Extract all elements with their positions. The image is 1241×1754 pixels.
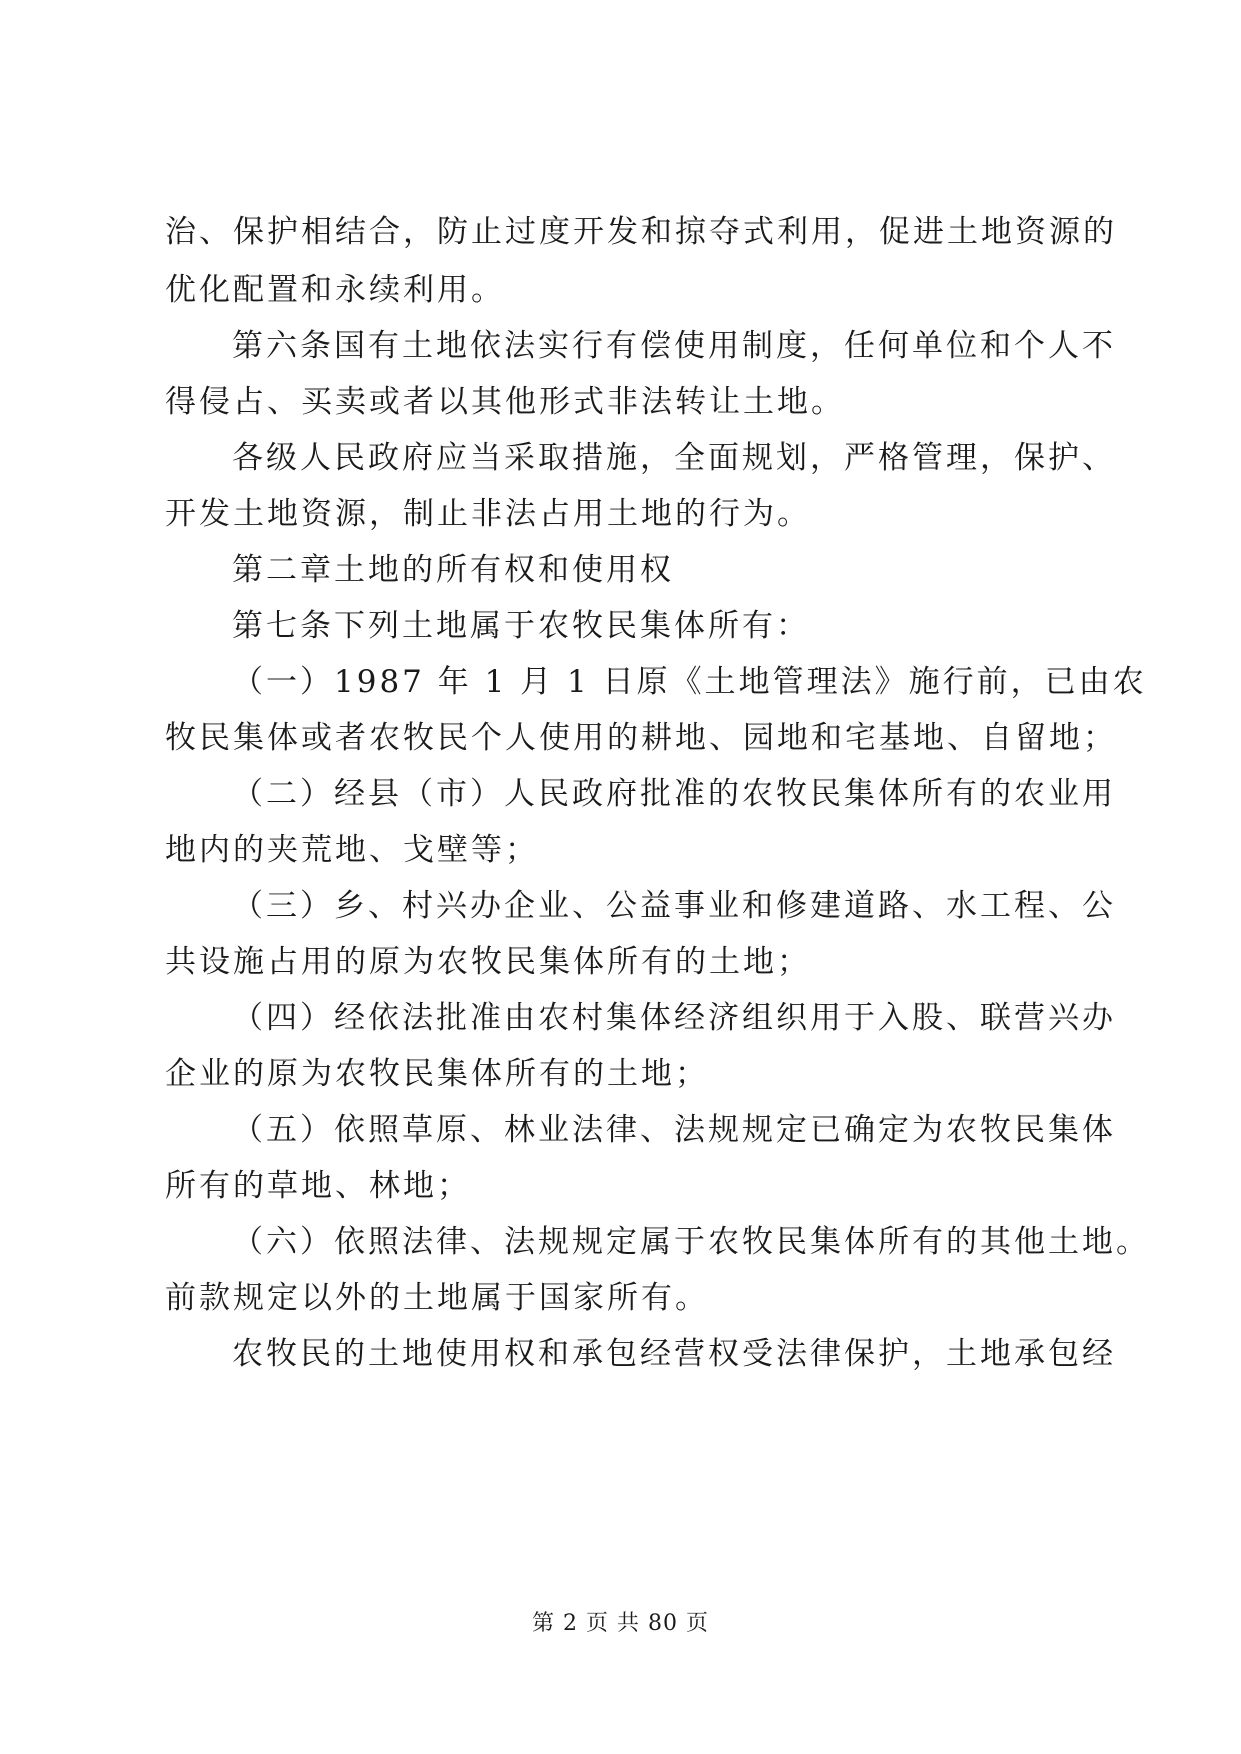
text-line: 共设施占用的原为农牧民集体所有的土地；: [165, 944, 811, 980]
text-line: 所有的草地、林地；: [165, 1168, 471, 1204]
text-line: 前款规定以外的土地属于国家所有。: [165, 1280, 709, 1316]
list-item-line: （一）1987 年 1 月 1 日原《土地管理法》施行前，已由农: [232, 664, 1147, 700]
paragraph-line: 各级人民政府应当采取措施，全面规划，严格管理，保护、: [232, 440, 1116, 476]
list-item-line: （五）依照草原、林业法律、法规规定已确定为农牧民集体: [232, 1112, 1116, 1148]
list-item-line: （六）依照法律、法规规定属于农牧民集体所有的其他土地。: [232, 1224, 1150, 1260]
text-line: 企业的原为农牧民集体所有的土地；: [165, 1056, 709, 1092]
text-line: 优化配置和永续利用。: [165, 272, 505, 308]
list-item-line: （三）乡、村兴办企业、公益事业和修建道路、水工程、公: [232, 888, 1116, 924]
text-line: 治、保护相结合，防止过度开发和掠夺式利用，促进土地资源的: [165, 214, 1117, 250]
text-line: 得侵占、买卖或者以其他形式非法转让土地。: [165, 384, 845, 420]
text-line: 牧民集体或者农牧民个人使用的耕地、园地和宅基地、自留地；: [165, 720, 1117, 756]
list-item-line: （二）经县（市）人民政府批准的农牧民集体所有的农业用: [232, 776, 1116, 812]
paragraph-line: 农牧民的土地使用权和承包经营权受法律保护，土地承包经: [232, 1336, 1116, 1372]
chapter-heading: 第二章土地的所有权和使用权: [232, 552, 674, 588]
list-item-line: （四）经依法批准由农村集体经济组织用于入股、联营兴办: [232, 1000, 1116, 1036]
text-line: 开发土地资源，制止非法占用土地的行为。: [165, 496, 811, 532]
page-footer: 第 2 页 共 80 页: [532, 1611, 709, 1636]
text-line: 地内的夹荒地、戈壁等；: [165, 832, 539, 868]
article-heading: 第七条下列土地属于农牧民集体所有：: [232, 608, 810, 644]
paragraph-line: 第六条国有土地依法实行有偿使用制度，任何单位和个人不: [232, 328, 1116, 364]
